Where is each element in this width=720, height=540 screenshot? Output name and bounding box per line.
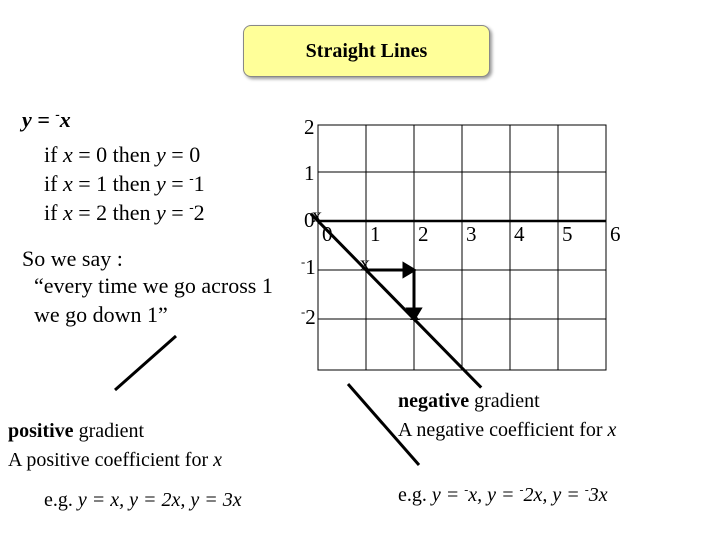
say-line-2: “every time we go across 1 xyxy=(34,273,273,298)
positive-example xyxy=(44,489,242,512)
negative-ex1: y = xyxy=(431,484,465,506)
positive-var: x xyxy=(213,449,223,471)
condition-var: x xyxy=(62,171,73,196)
condition-var2: y xyxy=(156,142,166,167)
condition-val: 1 xyxy=(193,171,205,196)
condition-post: = xyxy=(165,142,190,167)
positive-example-prefix: e.g. xyxy=(44,489,78,511)
negative-ex3-neg: - xyxy=(584,482,589,497)
say-line-1: So we say : xyxy=(22,246,123,271)
equation-lhs: y = xyxy=(22,107,56,132)
condition-mid: = 1 then xyxy=(72,171,157,196)
equation-rhs: x xyxy=(59,107,71,132)
negative-var: x xyxy=(607,419,617,441)
negative-ex1-neg: - xyxy=(464,482,469,497)
condition-pre: if xyxy=(44,200,63,225)
negative-heading xyxy=(398,390,540,413)
x-tick-label: 4 xyxy=(514,222,525,246)
condition-post: = xyxy=(165,171,190,196)
y-tick-label: 1 xyxy=(304,161,315,185)
negative-ex2: , y = xyxy=(477,484,520,506)
condition-pre: if xyxy=(44,171,63,196)
positive-coefficient xyxy=(8,449,222,472)
negative-bold: negative xyxy=(398,390,470,412)
positive-gradient-line xyxy=(115,336,176,390)
negative-line2: A negative coefficient for xyxy=(398,419,608,441)
x-tick-label: 2 xyxy=(418,222,429,246)
x-tick-label: 3 xyxy=(466,222,477,246)
negative-coefficient xyxy=(398,419,616,442)
y-tick-label: 2 xyxy=(304,115,315,139)
positive-heading xyxy=(8,420,144,443)
condition-var: x xyxy=(62,200,73,225)
x-tick-label: 5 xyxy=(562,222,573,246)
negative-rest: gradient xyxy=(469,390,540,412)
positive-rest: gradient xyxy=(73,420,145,442)
positive-bold: positive xyxy=(8,420,74,442)
condition-pre: if xyxy=(44,142,63,167)
positive-line2: A positive coefficient for xyxy=(8,449,214,471)
equation-neg-sign: - xyxy=(55,106,60,122)
condition-val: 2 xyxy=(193,200,205,225)
y-tick-label: -1 xyxy=(301,255,316,279)
point-marker: x xyxy=(410,303,420,325)
grid xyxy=(318,125,606,370)
point-marker: x xyxy=(360,253,370,275)
plot-line xyxy=(311,214,481,388)
condition-var2: y xyxy=(156,171,166,196)
y-tick-label: 0 xyxy=(304,208,315,232)
x-tick-label: 6 xyxy=(610,222,621,246)
condition-var2: y xyxy=(156,200,166,225)
x-tick-label: 0 xyxy=(322,222,333,246)
y-tick-label: -2 xyxy=(301,305,316,329)
negative-example xyxy=(398,484,608,507)
condition-post: = xyxy=(165,200,190,225)
negative-ex3: , y = xyxy=(542,484,585,506)
page-title: Straight Lines xyxy=(305,39,428,62)
point-marker: x xyxy=(312,205,322,227)
negative-ex2-neg: - xyxy=(519,482,524,497)
negative-ex1-var: x xyxy=(468,484,478,506)
negative-ex3-val: 3x xyxy=(588,484,608,506)
x-tick-label: 1 xyxy=(370,222,381,246)
say-line-3: we go down 1” xyxy=(34,302,168,327)
condition-val: 0 xyxy=(189,142,201,167)
condition-mid: = 0 then xyxy=(72,142,157,167)
condition-neg: - xyxy=(189,199,194,215)
negative-ex2-val: 2x xyxy=(523,484,543,506)
condition-var: x xyxy=(62,142,73,167)
condition-mid: = 2 then xyxy=(72,200,157,225)
negative-example-prefix: e.g. xyxy=(398,484,432,506)
condition-neg: - xyxy=(189,170,194,186)
positive-example-text: y = x, y = 2x, y = 3x xyxy=(77,489,242,511)
